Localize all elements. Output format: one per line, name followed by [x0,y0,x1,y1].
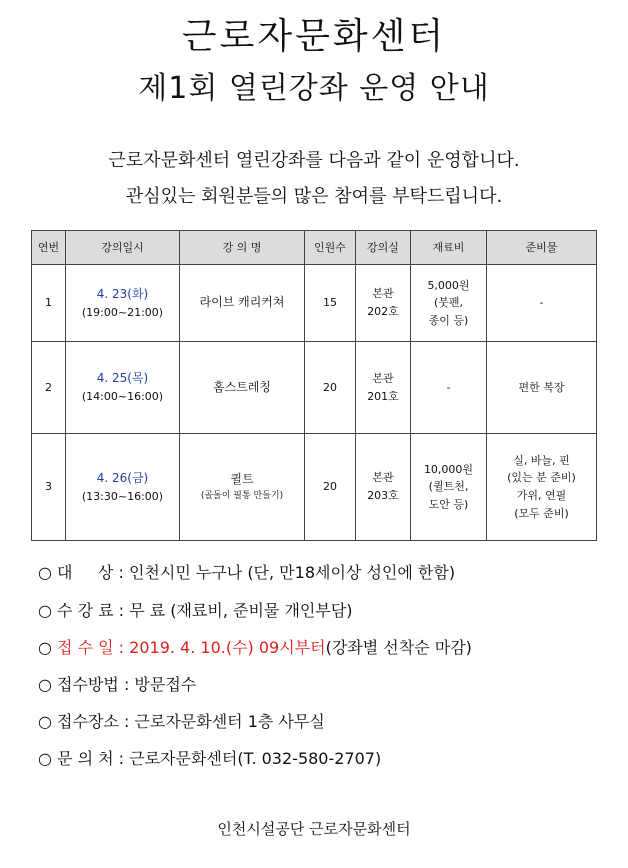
row-fee-detail-1: (붓펜, [433,296,464,310]
row-lecture-name [180,342,305,434]
row-supplies-line-4: (모두 준비) [514,506,569,520]
info-fee: ○ 수 강 료 : 무 료 (재료비, 준비물 개인부담) [38,601,353,620]
header-lecture-name: 강 의 명 [180,231,305,265]
header-number: 연번 [32,231,66,265]
footer-organization: 인천시설공단 근로자문화센터 [217,820,411,838]
row-supplies [487,265,597,342]
table-row [32,342,597,434]
row-number: 3 [32,434,66,541]
row-date: 4. 26(금) [96,470,149,485]
document-subtitle: 제1회 열린강좌 운영 안내 [138,71,490,106]
info-place: ○ 접수장소 : 근로자문화센터 1층 사무실 [38,712,325,731]
header-datetime: 강의일시 [66,231,180,265]
header-room: 강의실 [356,231,411,265]
row-lecture-name [180,265,305,342]
reception-bullet: ○ [38,638,58,657]
row-capacity: 20 [305,342,356,434]
schedule-table [31,230,597,541]
document-title: 근로자문화센터 [181,16,447,57]
row-datetime [66,342,180,434]
row-time: (13:30~16:00) [81,489,164,503]
info-contact: ○ 문 의 처 : 근로자문화센터(T. 032-580-2707) [38,749,382,768]
row-supplies-line-3: 가위, 연필 [516,489,567,502]
row-date: 4. 23(화) [96,286,149,301]
row-supplies-line-2: (있는 분 준비) [507,471,576,485]
row-fee-amount: 10,000원 [423,462,474,476]
intro-line-2: 관심있는 회원분들의 많은 참여를 부탁드립니다. [125,186,503,207]
row-room [356,342,411,434]
row-fee-detail-1: (퀼트천, [428,480,469,494]
row-number: 1 [32,265,66,342]
row-supplies-line-1: 실, 바늘, 핀 [513,453,570,467]
intro-line-1: 근로자문화센터 열린강좌를 다음과 같이 운영합니다. [108,150,520,171]
row-room-building: 본관 [372,287,394,301]
row-supplies [487,434,597,541]
row-supplies-text: - [539,296,544,310]
header-supplies: 준비물 [487,231,597,265]
info-reception-date [38,635,472,658]
info-target: ○ 대 상 : 인천시민 누구나 (단, 만18세이상 성인에 한함) [38,563,456,582]
row-datetime [66,265,180,342]
row-fee-amount: - [446,380,451,394]
row-room [356,265,411,342]
table-row [32,265,597,342]
row-fee-amount: 5,000원 [427,278,470,292]
row-date: 4. 25(목) [96,371,149,386]
row-datetime [66,434,180,541]
row-room-number: 202호 [367,305,399,318]
row-lecture-title: 라이브 캐리커쳐 [199,295,285,310]
row-room-number: 201호 [367,389,399,403]
row-lecture-name [180,434,305,541]
row-lecture-title: 퀼트 [230,472,254,487]
row-fee-detail-2: 도안 등) [428,497,469,511]
row-number: 2 [32,342,66,434]
row-fee-detail-2: 종이 등) [428,313,469,327]
row-capacity: 15 [305,265,356,342]
table-header-row [32,231,597,265]
row-material-fee [411,265,487,342]
reception-date-highlight: 접 수 일 : 2019. 4. 10.(수) 09시부터 [57,638,326,657]
row-material-fee [411,434,487,541]
row-material-fee [411,342,487,434]
row-lecture-subtitle: (골돌이 필통 만들기) [200,491,284,502]
row-supplies-text: 편한 복장 [518,380,565,394]
header-capacity: 인원수 [305,231,356,265]
row-capacity: 20 [305,434,356,541]
table-row [32,434,597,541]
info-method: ○ 접수방법 : 방문접수 [38,675,197,694]
row-room-number: 203호 [367,489,399,502]
row-supplies [487,342,597,434]
row-time: (14:00~16:00) [81,390,164,404]
row-lecture-title: 홈스트레칭 [213,379,271,394]
row-time: (19:00~21:00) [81,305,164,319]
row-room [356,434,411,541]
reception-date-note: (강좌별 선착순 마감) [325,638,472,657]
row-room-building: 본관 [372,471,394,485]
row-room-building: 본관 [372,371,394,385]
header-material-fee: 재료비 [411,231,487,265]
